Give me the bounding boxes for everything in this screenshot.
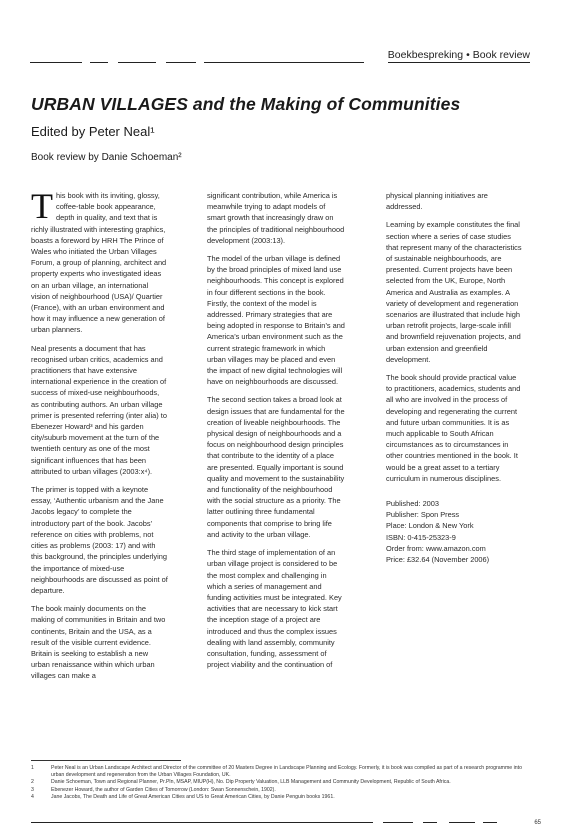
footnote-text: Jane Jacobs, The Death and Life of Great American Cities and US to Great American Cities, by Danie Penguin books 1961. xyxy=(51,793,335,800)
article-editor: Edited by Peter Neal¹ xyxy=(31,124,155,139)
header-rule xyxy=(90,62,108,63)
footnote xyxy=(31,765,531,779)
paragraph: The second section takes a broad look at design issues that are fundamental for the creation of liveable neighbourhoods. The physical design of neighbourhoods and a focus on neighbourhood design principles that contribute to the identity of a place are presented. Equally important is sound quality and movement to the sustainability and functionality of the neighbourhood with the social structure as a priority. The latter outlining three fundamental components that comprise to bring life and activity to the urban village. xyxy=(207,395,345,539)
footnotes xyxy=(31,765,531,801)
header-rule xyxy=(204,62,364,63)
footer-rule xyxy=(383,822,413,823)
text-column-1 xyxy=(31,186,169,689)
paragraph: Learning by example constitutes the final section where a series of case studies that represent many of the characteristics of sustainable neighbourhoods, are presented. Current projects have been selected from the UK, Europe, North America and Australia as examples. A variety of development and regeneration scenarios are illustrated that include high urban retrofit projects, large-scale infill and brownfield rejuvenation projects, and urban extension and greenfield development. xyxy=(386,220,522,364)
footnote-number: 3 xyxy=(31,786,34,793)
footnote-text: Ebenezer Howard, the author of Garden Cities of Tomorrow (London: Swan Sonnenschein, 1902). xyxy=(51,786,276,793)
header-rule xyxy=(118,62,156,63)
text-column-2 xyxy=(207,190,345,677)
header-rule xyxy=(30,62,82,63)
order-line: Order from: www.amazon.com xyxy=(386,543,486,553)
section-afrikaans: Boekbespreking xyxy=(387,49,464,61)
footer-bar xyxy=(31,822,541,832)
paragraph: This book with its inviting, glossy, coffee-table book appearance, depth in quality, and text that is richly illustrated with interesting graphics, boasts a foreword by HRH The Prince of Wales who initiated the Urban Villages Forum, a group of planning, architect and property experts who investigated ideas on an urban village, an international vision of neighbourhood (USA)/ Quartier (France), with an urban environment and how it may influence a new generation of urban planners. xyxy=(31,186,167,335)
section-label xyxy=(388,49,530,63)
publisher-line: Publisher: Spon Press xyxy=(386,510,460,520)
section-english: Book review xyxy=(472,49,530,61)
text-column-3 xyxy=(386,190,524,565)
paragraph: physical planning initiatives are addressed. xyxy=(386,191,488,212)
article-reviewer: Book review by Danie Schoeman² xyxy=(31,152,182,163)
footer-rule xyxy=(483,822,497,823)
paragraph: The third stage of implementation of an urban village project is considered to be the most complex and challenging in which a series of management and funding activities must be integrated. Key activities that are necessary to kick start the inception stage of a project are introduced and thus the complex issues dealing with land assembly, community consultation, funding, assessment of project viability and the continuation of xyxy=(207,548,342,670)
footnote xyxy=(31,787,531,794)
paragraph: The book mainly documents on the making of communities in Britain and two continents, Britain and the USA, as a result of the visible current evidence. Britain is seeking to establish a new urban renaissance within which urban villages can make a xyxy=(31,604,166,681)
paragraph: The primer is topped with a keynote essay, ‘Authentic urbanism and the Jane Jacobs legacy’ to complete the introductory part of the book. Jacobs’ reference on cities with problems, not cities as problems (2003: 17) and with this background, the principles underlying the importance of mixed-use neighbourhoods are discussed as point of departure. xyxy=(31,485,168,595)
footnote xyxy=(31,779,531,786)
paragraph: The model of the urban village is defined by the broad principles of mixed land use neighbourhoods. This concept is explored in four different sections in the book. Firstly, the context of the model is addressed. Primary strategies that are being adopted in response to Britain’s and America’s urban environment such as the current strategic framework in which urban villages may be placed and even the impact of new digital technologies will have on neighbourhoods are discussed. xyxy=(207,254,345,387)
header-bar xyxy=(30,49,530,65)
footnote-number: 1 xyxy=(31,765,34,771)
publication-details xyxy=(386,498,524,565)
page-number: 65 xyxy=(534,820,541,826)
footer-rule xyxy=(423,822,437,823)
footer-rule xyxy=(449,822,475,823)
footnote xyxy=(31,794,531,801)
header-rule xyxy=(166,62,196,63)
footer-rule xyxy=(31,822,373,823)
isbn-line: ISBN: 0-415-25323-9 xyxy=(386,532,456,542)
price-line: Price: £32.64 (November 2006) xyxy=(386,555,490,565)
paragraph: Neal presents a document that has recognised urban critics, academics and practitioners that have extensive international experience in the creation of success of mixed-use neighbourhoods, as contributing authors. An urban village primer is presented referring (inter alia) to Ebenezer Howard³ and his garden city/suburb movement at the turn of the twentieth century as one of the most significant influences that has been attributed to urban villages (2003:x⁴). xyxy=(31,343,167,476)
drop-cap: T xyxy=(31,186,53,226)
footnote-text: Peter Neal is an Urban Landscape Architect and Director of the committee of 20 Masters Degree in Landscape Planning and Ecology. Formerly, it is book was compiled as part of a research programme into urban development and regeneration from the Urban Villages Foundation, UK. xyxy=(51,765,522,779)
footnote-text: Danie Schoeman, Town and Regional Planner, Pr.Pln, MSAP, MIUP(H), No. Dip Property Valuation, LLB Management and Community Development, Republic of South Africa. xyxy=(51,779,451,786)
place-line: Place: London & New York xyxy=(386,521,474,531)
paragraph: significant contribution, while America is meanwhile trying to adapt models of smart growth that increasingly draw on the principles of traditional neighbourhood development (2003:13). xyxy=(207,191,345,245)
footnote-number: 4 xyxy=(31,793,34,800)
article-title: URBAN VILLAGES and the Making of Communities xyxy=(31,94,461,114)
section-separator: • xyxy=(466,49,470,61)
published-line: Published: 2003 xyxy=(386,499,440,509)
footnote-number: 2 xyxy=(31,779,34,786)
footnote-rule xyxy=(31,760,181,761)
paragraph: The book should provide practical value to practitioners, academics, students and all who are involved in the process of developing and regenerating the current and future urban communities. It is as much applicable to South African circumstances as to circumstances in other countries mentioned in the book. It would be a great asset to a tertiary curriculum in numerous disciplines. xyxy=(386,373,521,483)
